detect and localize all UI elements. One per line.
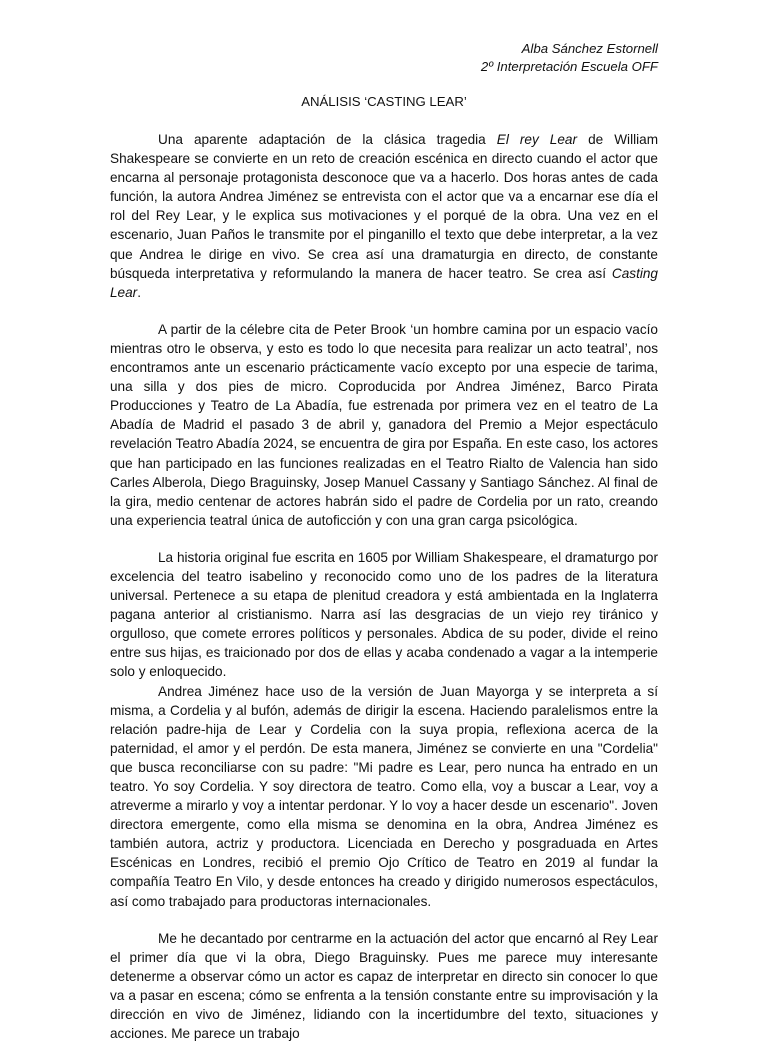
italic-text: Casting Lear bbox=[110, 265, 658, 300]
paragraph-text: . bbox=[137, 284, 141, 300]
paragraph-text: La historia original fue escrita en 1605 por William Shakespeare, el dramaturgo por excelencia del teatro isabelino y reconocido como uno de los padres de la literatura universal. Pertenece a su etapa de plenitud creadora y está ambientada en la Inglaterra pagana anterior al cristianismo. Narra así las desgracias de un viejo rey tiránico y orgulloso, que comete errores políticos y personales. Abdica de su poder, divide el reino entre sus hijas, es traicionado por dos de ellas y acaba condenado a vagar a la intemperie solo y enloquecido. bbox=[110, 549, 658, 680]
paragraph-text: de William Shakespeare se convierte en un reto de creación escénica en directo cuando el actor que encarna al personaje protagonista desconoce que va a hacerlo. Dos horas antes de cada función, la autora Andrea Jiménez se entrevista con el actor que va a encarnar ese día el rol del Rey Lear, y le explica sus motivaciones y el porqué de la obra. Una vez en el escenario, Juan Paños le transmite por el pinganillo el texto que debe interpretar, a la vez que Andrea le dirige en vivo. Se crea así una dramaturgia en directo, de constante búsqueda interpretativa y reformulando la manera de hacer teatro. Se crea así bbox=[110, 132, 659, 281]
author-name: Alba Sánchez Estornell bbox=[521, 41, 658, 56]
document-title: ANÁLISIS ‘CASTING LEAR’ bbox=[301, 94, 467, 109]
body-paragraph bbox=[110, 320, 658, 530]
italic-text: El rey Lear bbox=[496, 132, 578, 147]
paragraph-text: Una aparente adaptación de la clásica tragedia bbox=[158, 132, 497, 147]
paragraph-text: Me he decantado por centrarme en la actuación del actor que encarnó al Rey Lear el primer día que vi la obra, Diego Braguinsky. Pues me parece muy interesante detenerme a observar cómo un actor es capaz de interpretar en directo sin conocer lo que va a pasar en escena; cómo se enfrenta a la tensión constante entre su improvisación y la dirección en vivo de Jiménez, lidiando con la incertidumbre del texto, situaciones y acciones. Me parece un trabajo bbox=[110, 930, 658, 1042]
document-header bbox=[110, 40, 658, 76]
document-page bbox=[110, 40, 658, 1043]
body-paragraph bbox=[110, 682, 658, 911]
course-name: 2º Interpretación Escuela OFF bbox=[480, 59, 658, 74]
body-paragraph bbox=[110, 548, 658, 682]
paragraph-text: Andrea Jiménez hace uso de la versión de Juan Mayorga y se interpreta a sí misma, a Cordelia y al bufón, además de dirigir la escena. Haciendo paralelismos entre la relación padre-hija de Lear y Cordelia con la suya propia, reflexiona acerca de la paternidad, el amor y el perdón. De esta manera, Jiménez se convierte en una "Cordelia" que busca reconciliarse con su padre: "Mi padre es Lear, pero nunca ha entrado en un teatro. Yo soy Cordelia. Y soy directora de teatro. Como ella, voy a buscar a Lear, voy a atreverme a mirarlo y voy a intentar perdonar. Y lo voy a hacer desde un escenario". Joven directora emergente, como ella misma se denomina en la obra, Andrea Jiménez es también autora, actriz y productora. Licenciada en Derecho y posgraduada en Artes Escénicas en Londres, recibió el premio Ojo Crítico de Teatro en 2019 al fundar la compañía Teatro En Vilo, y desde entonces ha creado y dirigido numerosos espectáculos, así como trabajado para productoras internacionales. bbox=[110, 683, 658, 909]
paragraph-text: A partir de la célebre cita de Peter Brook ‘un hombre camina por un espacio vacío mientras otro le observa, y esto es todo lo que necesita para realizar un acto teatral’, nos encontramos ante un escenario prácticamente vacío excepto por una especie de tarima, una silla y dos pies de micro. Coproducida por Andrea Jiménez, Barco Pirata Producciones y Teatro de La Abadía, fue estrenada por primera vez en el teatro de La Abadía de Madrid el pasado 3 de abril y, ganadora del Premio a Mejor espectáculo revelación Teatro Abadía 2024, se encuentra de gira por España. En este caso, los actores que han participado en las funciones realizadas en el Teatro Rialto de Valencia han sido Carles Alberola, Diego Braguinsky, Josep Manuel Cassany y Santiago Sánchez. Al final de la gira, medio centenar de actores habrán sido el padre de Cordelia por un rato, creando una experiencia teatral única de autoficción y con una gran carga psicológica. bbox=[110, 321, 658, 528]
body-paragraph bbox=[110, 130, 658, 302]
body-paragraph bbox=[110, 929, 658, 1043]
document-body bbox=[110, 130, 658, 1043]
